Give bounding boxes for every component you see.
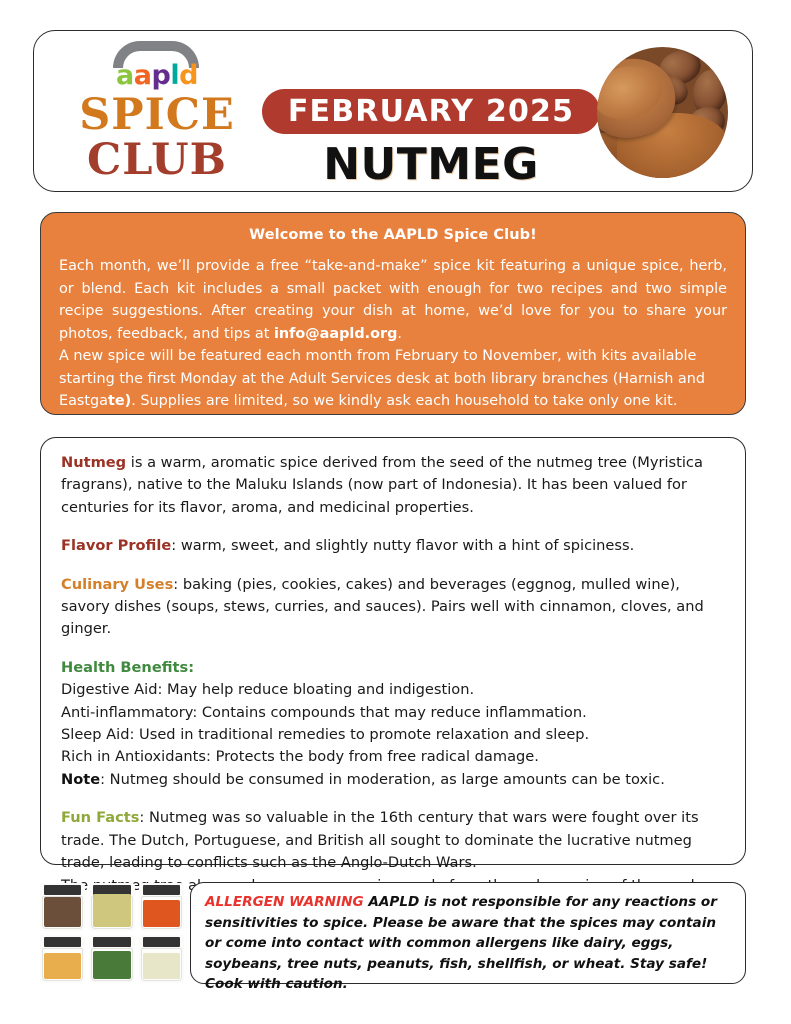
welcome-p2-text: A new spice will be featured each month from February to November, with kits available starting the first Monday at the Adult Services desk at both library branches (Harnish and Eastga bbox=[59, 348, 705, 409]
jar-contents bbox=[93, 951, 130, 979]
health-colon: : bbox=[188, 658, 195, 676]
health-heading bbox=[61, 657, 725, 679]
flavor-text: : warm, sweet, and slightly nutty flavor with a hint of spiciness. bbox=[171, 537, 635, 555]
jar-lid bbox=[93, 937, 130, 947]
health-item-0: Digestive Aid: May help reduce bloating and indigestion. bbox=[61, 681, 475, 699]
intro-text: is a warm, aromatic spice derived from the seed of the nutmeg tree (Myristica fragrans), native to the Maluku Islands (now part of Indonesia). It has been valued for centuries for its flavor, aroma, and medicinal properties. bbox=[61, 454, 703, 516]
aapld-spice-club-logo bbox=[62, 37, 252, 187]
intro-label: Nutmeg bbox=[61, 454, 127, 471]
jar-contents bbox=[93, 894, 130, 927]
jar-contents bbox=[44, 953, 81, 979]
culinary-text: : baking (pies, cookies, cakes) and beverages (eggnog, mulled wine), savory dishes (soups, stews, curries, and sauces). Pairs well with cinnamon, cloves, and ginger. bbox=[61, 575, 704, 638]
note-text: : Nutmeg should be consumed in moderation, as large amounts can be toxic. bbox=[100, 770, 665, 788]
header-card bbox=[33, 30, 753, 192]
jar-herbs bbox=[89, 935, 134, 983]
flavor-paragraph bbox=[61, 535, 725, 557]
welcome-paragraph-2 bbox=[59, 345, 727, 413]
note-paragraph bbox=[61, 769, 725, 791]
jar-lid bbox=[44, 885, 81, 895]
club-wordmark: CLUB bbox=[87, 135, 227, 185]
aapld-wordmark bbox=[92, 61, 222, 91]
welcome-title: Welcome to the AAPLD Spice Club! bbox=[249, 227, 537, 243]
jar-paprika bbox=[139, 883, 184, 931]
flavor-label: Flavor Profile bbox=[61, 537, 172, 555]
welcome-email[interactable]: info@aapld.org bbox=[273, 325, 398, 342]
jar-brown bbox=[40, 883, 85, 931]
welcome-p2-bold: te) bbox=[108, 393, 132, 409]
aapld-letter-4: l bbox=[170, 60, 180, 91]
health-label: Health Benefits bbox=[61, 658, 189, 676]
health-item-2: Sleep Aid: Used in traditional remedies to promote relaxation and sleep. bbox=[61, 726, 590, 744]
fun-facts-paragraph bbox=[61, 807, 725, 874]
nutmeg-photo bbox=[597, 47, 728, 178]
allergen-warning-label: ALLERGEN WARNING bbox=[205, 894, 364, 910]
spice-wordmark: SPICE bbox=[79, 90, 235, 140]
jar-contents bbox=[44, 897, 81, 927]
note-label: Note bbox=[61, 770, 101, 788]
welcome-p2-end: . Supplies are limited, so we kindly ask each household to take only one kit. bbox=[131, 393, 678, 409]
aapld-letter-1: a bbox=[116, 60, 134, 91]
jar-white-pepper bbox=[139, 935, 184, 983]
aapld-letter-5: d bbox=[179, 60, 198, 91]
welcome-p1-end: . bbox=[397, 325, 402, 342]
aapld-logo bbox=[92, 41, 222, 91]
jar-bay-leaves bbox=[89, 883, 134, 931]
jar-lid bbox=[143, 885, 180, 895]
health-item-1: Anti-inflammatory: Contains compounds that may reduce inflammation. bbox=[61, 703, 587, 721]
jar-contents bbox=[143, 953, 180, 979]
spice-jars-image bbox=[40, 883, 184, 983]
welcome-p1-text: Each month, we’ll provide a free “take-and-make” spice kit featuring a unique spice, herb, or blend. Each kit includes a small packet with enough for two recipes and two simple recipe suggestions. After creating your dish at home, we’d love for you to share your photos, feedback, and tips at bbox=[59, 258, 727, 342]
jar-lid bbox=[44, 937, 81, 947]
allergen-warning-text: AAPLD is not responsible for any reactions or sensitivities to spice. Please be aware that the spices may contain or come into contact with common allergens like dairy, eggs, soybeans, tree nuts, peanuts, fish, shellfish, or wheat. Stay safe! Cook with caution. bbox=[205, 894, 717, 992]
culinary-paragraph bbox=[61, 574, 725, 641]
health-item-3: Rich in Antioxidants: Protects the body from free radical damage. bbox=[61, 748, 539, 766]
fun-facts-label: Fun Facts bbox=[61, 809, 140, 827]
aapld-letter-2: a bbox=[133, 60, 152, 91]
fun-facts-text: : Nutmeg was so valuable in the 16th century that wars were fought over its trade. The Dutch, Portuguese, and British all sought to dominate the lucrative nutmeg trade, leading to conflicts such as the Anglo-Dutch Wars. bbox=[61, 809, 699, 872]
welcome-paragraph-1 bbox=[59, 255, 727, 345]
spice-title: NUTMEG bbox=[323, 139, 539, 190]
jar-contents bbox=[143, 900, 180, 927]
allergen-warning-box bbox=[190, 882, 746, 992]
culinary-label: Culinary Uses bbox=[61, 575, 174, 593]
intro-paragraph bbox=[61, 452, 725, 519]
welcome-box bbox=[40, 212, 746, 415]
month-badge: FEBRUARY 2025 bbox=[262, 89, 600, 134]
aapld-letter-3: p bbox=[151, 60, 171, 91]
photo-bowl-inner bbox=[597, 60, 666, 125]
jar-lid bbox=[143, 937, 180, 947]
spice-info-box bbox=[40, 437, 746, 872]
jar-turmeric bbox=[40, 935, 85, 983]
